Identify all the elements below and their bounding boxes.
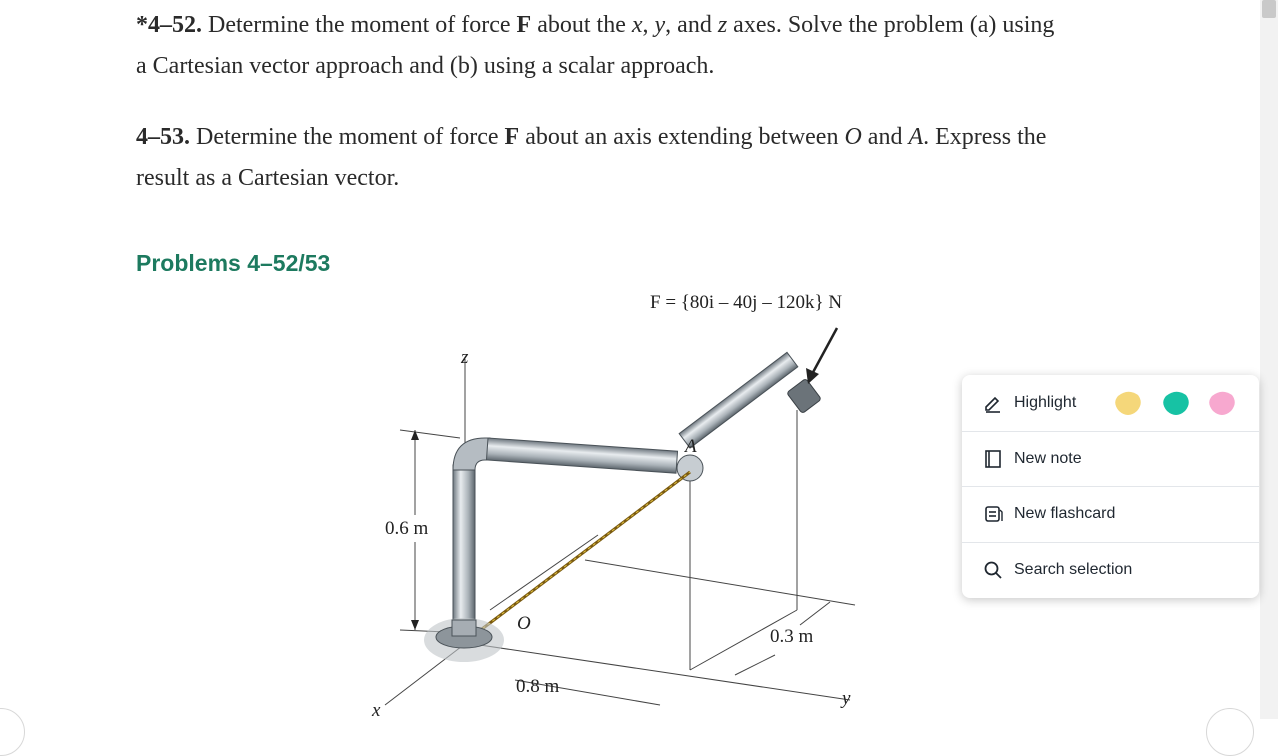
teal-swatch[interactable] <box>1160 388 1192 418</box>
new-flashcard-label: New flashcard <box>1014 504 1116 522</box>
problem-number: 4–53. <box>136 124 190 150</box>
search-selection-label: Search selection <box>1014 560 1133 578</box>
pink-swatch[interactable] <box>1206 388 1238 418</box>
x-axis-label: x <box>372 700 381 719</box>
text-span: and <box>861 124 909 150</box>
problem-4-53-text <box>136 117 1136 199</box>
new-note-menu-item[interactable] <box>962 431 1259 486</box>
y-axis-label: y <box>842 688 851 709</box>
highlighter-pen-icon <box>983 393 1003 413</box>
text-span: , and <box>665 12 718 38</box>
yellow-swatch[interactable] <box>1112 388 1144 418</box>
highlight-label: Highlight <box>1014 393 1077 411</box>
figure-heading: Problems 4–52/53 <box>136 250 331 276</box>
var-y: y <box>654 12 666 38</box>
note-icon <box>983 449 1003 469</box>
yellow-swatch-shape <box>1115 392 1141 415</box>
problem-number: *4–52. <box>136 12 202 38</box>
text-span: a Cartesian vector approach and (b) using a scalar approach. <box>136 53 715 79</box>
force-symbol: F <box>516 12 532 38</box>
text-span: , <box>642 12 655 38</box>
text-span: Determine the moment of force <box>208 12 517 38</box>
teal-swatch-shape <box>1163 392 1189 415</box>
text-span: axes. Solve the problem (a) using <box>727 12 1055 38</box>
var-x: x <box>631 12 643 38</box>
var-O: O <box>844 124 862 150</box>
selection-context-menu <box>962 375 1259 598</box>
pipe-assembly-figure <box>330 280 930 719</box>
point-O-label: O <box>517 613 531 634</box>
pink-swatch-shape <box>1209 392 1235 415</box>
var-z: z <box>717 12 728 38</box>
dim-x-label: 0.8 m <box>516 676 560 697</box>
dim-height-label: 0.6 m <box>385 518 429 539</box>
prev-page-button[interactable] <box>0 708 25 756</box>
var-A: A <box>908 124 924 150</box>
problem-4-52-text <box>136 5 1136 87</box>
force-label: F = {80i – 40j – 120k} N <box>650 292 843 313</box>
point-A-label: A <box>685 436 697 457</box>
text-span: about an axis extending between <box>519 124 845 150</box>
scrollbar-thumb[interactable] <box>1262 0 1276 18</box>
text-span: Determine the moment of force <box>196 124 505 150</box>
new-flashcard-menu-item[interactable] <box>962 486 1259 541</box>
z-axis-label: z <box>461 347 469 368</box>
search-icon <box>983 560 1003 580</box>
dim-y-label: 0.3 m <box>770 626 814 647</box>
search-selection-menu-item[interactable] <box>962 542 1259 597</box>
text-span: about the <box>531 12 632 38</box>
next-page-button[interactable] <box>1206 708 1254 756</box>
new-note-label: New note <box>1014 449 1082 467</box>
force-symbol: F <box>504 124 520 150</box>
flashcard-icon <box>983 504 1003 524</box>
text-span: result as a Cartesian vector. <box>136 165 400 191</box>
text-span: . Express the <box>923 124 1047 150</box>
vertical-scrollbar[interactable] <box>1260 0 1278 719</box>
